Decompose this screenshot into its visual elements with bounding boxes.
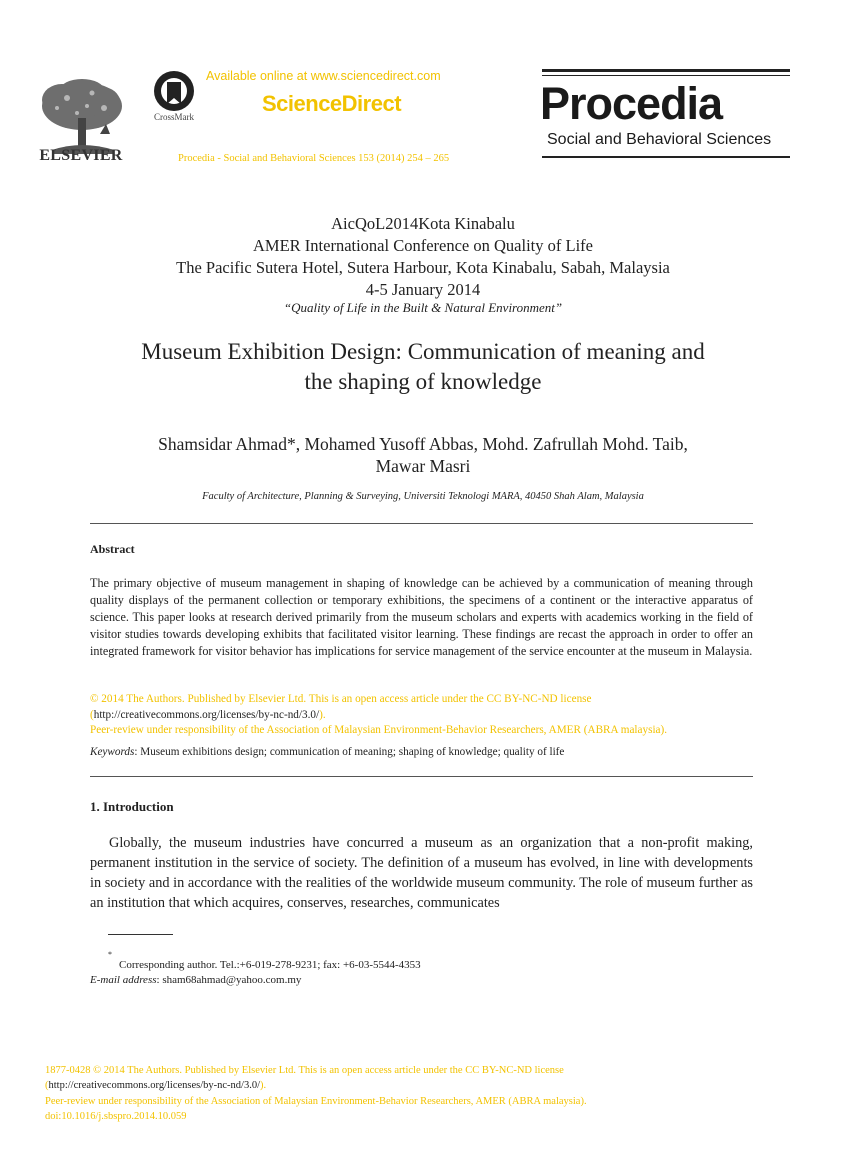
abstract-body: The primary objective of museum management in shaping of knowledge can be achieved by a communication of meaning through quality displays of the permanent collection or temporary exhibitions, the specimens of a continent or the interactive apparatus of science. This paper looks at research derived primarily from the museum scholars and experts with academics working in the field of visitor studies towards developing exhibits that facilitated visitor learning. These findings are recast the approach in order to offer an integrated framework for visitor behavior has implications for service management of the service encounter at the museum in Malaysia.	[90, 576, 753, 658]
abstract-rule-top	[90, 523, 753, 524]
keywords	[90, 746, 753, 758]
license-line: © 2014 The Authors. Published by Elsevier Ltd. This is an open access article under the CC BY-NC-ND license	[90, 693, 592, 705]
conference-line-1: AicQoL2014Kota Kinabalu	[331, 214, 515, 233]
procedia-title: Procedia	[540, 78, 723, 129]
sciencedirect-logo[interactable]: ScienceDirect	[262, 91, 402, 116]
procedia-rule-top	[542, 69, 790, 72]
procedia-rule-bottom	[542, 156, 790, 158]
authors-line-1: Shamsidar Ahmad*, Mohamed Yusoff Abbas, Mohd. Zafrullah Mohd. Taib,	[158, 434, 688, 454]
abstract-rule-bottom	[90, 776, 753, 777]
email-line	[90, 974, 301, 986]
footer-paren-open: (	[45, 1080, 49, 1091]
footer-doi[interactable]: doi:10.1016/j.sbspro.2014.10.059	[45, 1111, 187, 1122]
email-label: E-mail address	[90, 974, 157, 986]
introduction-paragraph: Globally, the museum industries have concurred a museum as an organization that a non-profit making, permanent institution in the service of society. The definition of a museum has evolved, in line with developments in society and in accordance with the realities of the worldwide museum community. The role of museum further as an institution that which acquires, conserves, researches, communicates	[90, 835, 753, 911]
conference-line-2: AMER International Conference on Quality of Life	[253, 236, 593, 255]
peer-review-line: Peer-review under responsibility of the Association of Malaysian Environment-Behavior Researchers, AMER (ABRA malaysia).	[90, 724, 668, 736]
affiliation: Faculty of Architecture, Planning & Surveying, Universiti Teknologi MARA, 40450 Shah Alam, Malaysia	[202, 491, 644, 502]
license-paren-open: (	[90, 709, 94, 721]
title-line-2: the shaping of knowledge	[304, 369, 542, 394]
section-heading-introduction: 1. Introduction	[90, 799, 174, 814]
crossmark-label: CrossMark	[154, 112, 194, 122]
title-line-1: Museum Exhibition Design: Communication of meaning and	[141, 339, 705, 364]
license-url-link[interactable]: http://creativecommons.org/licenses/by-nc-nd/3.0/	[93, 709, 320, 721]
license-url-line	[90, 709, 770, 721]
abstract-heading: Abstract	[90, 542, 135, 556]
footnote-marker: *	[108, 950, 112, 959]
footer-peer-review: Peer-review under responsibility of the Association of Malaysian Environment-Behavior Researchers, AMER (ABRA malaysia).	[45, 1096, 587, 1107]
footer-url-link[interactable]: http://creativecommons.org/licenses/by-nc-nd/3.0/	[48, 1080, 261, 1091]
footnote-rule	[108, 934, 173, 935]
keywords-text: : Museum exhibitions design; communication of meaning; shaping of knowledge; quality of life	[134, 746, 565, 758]
footer-paren-close: ).	[260, 1080, 267, 1091]
license-paren-close: ).	[319, 709, 326, 721]
conference-line-3: The Pacific Sutera Hotel, Sutera Harbour, Kota Kinabalu, Sabah, Malaysia	[176, 258, 670, 277]
authors-line-2: Mawar Masri	[375, 456, 471, 476]
conference-line-4: 4-5 January 2014	[365, 280, 481, 299]
paper-title	[60, 337, 786, 397]
journal-reference: Procedia - Social and Behavioral Sciences 153 (2014) 254 – 265	[178, 153, 450, 164]
publisher-name: ELSEVIER	[39, 147, 123, 164]
procedia-rule-top-thin	[542, 75, 790, 76]
conference-theme: “Quality of Life in the Built & Natural Environment”	[283, 300, 563, 315]
footer-url-line	[45, 1080, 266, 1091]
procedia-subtitle: Social and Behavioral Sciences	[547, 131, 772, 148]
corresponding-author: Corresponding author. Tel.:+6-019-278-9231; fax: +6-03-5544-4353	[119, 959, 421, 971]
available-online-link[interactable]: Available online at www.sciencedirect.com	[206, 69, 441, 83]
email-value[interactable]: : sham68ahmad@yahoo.com.my	[156, 974, 302, 986]
footer-license: 1877-0428 © 2014 The Authors. Published by Elsevier Ltd. This is an open access article under the CC BY-NC-ND license	[45, 1065, 564, 1076]
keywords-label: Keywords	[90, 746, 135, 758]
author-list	[60, 433, 786, 477]
